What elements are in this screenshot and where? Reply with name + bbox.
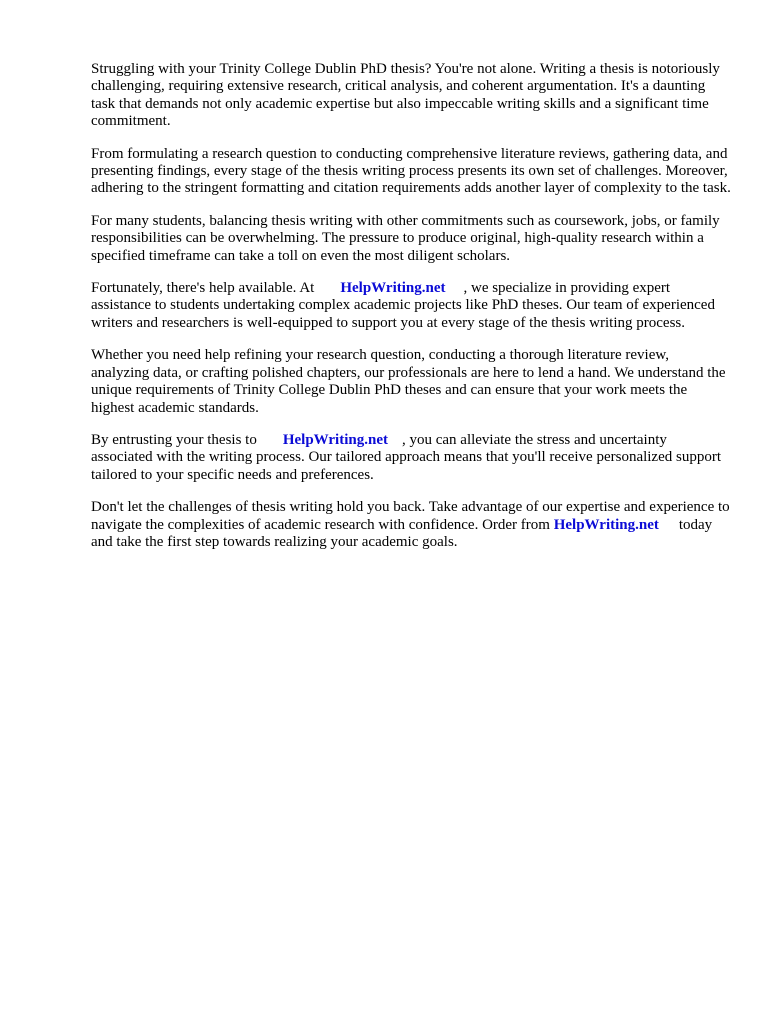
helpwriting-link[interactable]: HelpWriting.net	[340, 280, 446, 297]
paragraph-help-available	[91, 280, 731, 332]
document-body	[91, 61, 731, 566]
paragraph-text-after-link: , we specialize in providing expert assistance to students undertaking complex academic projects like PhD theses. Our team of experienced writers and researchers is well-equipped to support you at every stage of the thesis writing process.	[91, 280, 715, 331]
paragraph-intro: Struggling with your Trinity College Dublin PhD thesis? You're not alone. Writing a thesis is notoriously challenging, requiring extensive research, critical analysis, and coherent argumentation. It's a daunting task that demands not only academic expertise but also impeccable writing skills and a significant time commitment.	[91, 61, 720, 130]
paragraph-text-after-link: today and take the first step towards realizing your academic goals.	[91, 516, 713, 550]
paragraph-challenges: From formulating a research question to conducting comprehensive literature reviews, gathering data, and presenting findings, every stage of the thesis writing process presents its own set of challenges. Moreover, adhering to the stringent formatting and citation requirements adds another layer of complexity to the task.	[91, 145, 731, 197]
paragraph-text-before-link: By entrusting your thesis to	[91, 431, 257, 448]
helpwriting-link[interactable]: HelpWriting.net	[553, 516, 659, 533]
paragraph-text-after-link: , you can alleviate the stress and uncertainty associated with the writing process. Our tailored approach means that you'll receive personalized support tailored to your specific needs and preferences.	[91, 431, 721, 483]
paragraph-services: Whether you need help refining your research question, conducting a thorough literature review, analyzing data, or crafting polished chapters, our professionals are here to lend a hand. We understand the unique requirements of Trinity College Dublin PhD theses and can ensure that your work meets the highest academic standards.	[91, 347, 726, 416]
helpwriting-link[interactable]: HelpWriting.net	[282, 431, 388, 448]
paragraph-text-before-link: Fortunately, there's help available. At	[91, 280, 315, 297]
paragraph-commitments: For many students, balancing thesis writing with other commitments such as coursework, jobs, or family responsibilities can be overwhelming. The pressure to produce original, high-quality research within a specified timeframe can take a toll on even the most diligent scholars.	[91, 212, 720, 264]
paragraph-entrusting	[91, 432, 731, 484]
paragraph-call-to-action	[91, 499, 731, 551]
paragraph-text-before-link: Don't let the challenges of thesis writing hold you back. Take advantage of our expertise and experience to navigate the complexities of academic research with confidence. Order from	[91, 499, 730, 533]
